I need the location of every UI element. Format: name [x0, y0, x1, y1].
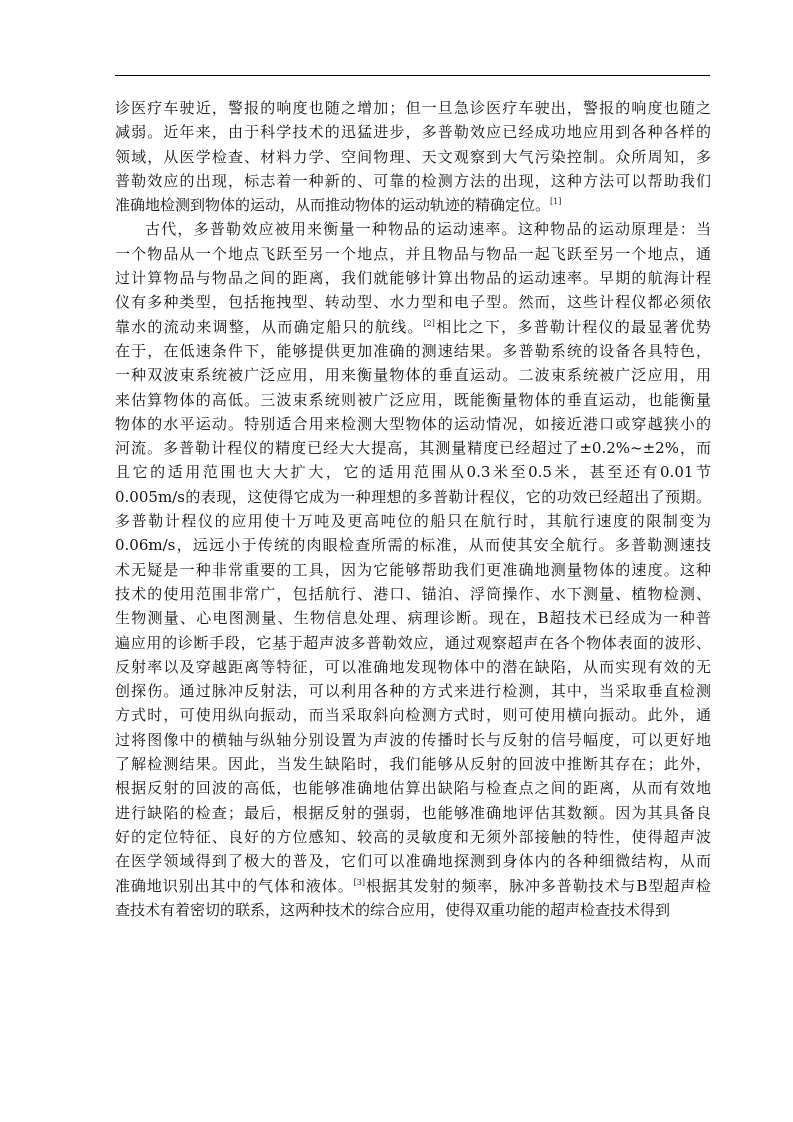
text-line: 河流。多普勒计程仪的精度已经大大提高，其测量精度已经超过了±0.2%~±2%，而 [115, 439, 711, 458]
text-segment: 准确地识别出其中的气体和液体。 [115, 876, 354, 895]
citation-ref: [2] [423, 318, 435, 328]
text-line: 0.005m/s的表现，这使得它成为一种理想的多普勒计程仪，它的功效已经超出了预期。 [115, 487, 711, 506]
text-line: 技术的使用范围非常广，包括航行、港口、锚泊、浮筒操作、水下测量、植物检测、 [115, 584, 711, 603]
text-line: 生物测量、心电图测量、生物信息处理、病理诊断。现在，B超技术已经成为一种普 [115, 609, 711, 628]
text-line: 遍应用的诊断手段，它基于超声波多普勒效应，通过观察超声在各个物体表面的波形、 [115, 633, 711, 652]
text-line: 0.06m/s，远远小于传统的肉眼检查所需的标准，从而使其安全航行。多普勒测速技 [115, 536, 711, 555]
text-line [115, 315, 711, 339]
text-line: 古代，多普勒效应被用来衡量一种物品的运动速率。这种物品的运动原理是：当 [145, 220, 711, 239]
text-line: 领域，从医学检查、材料力学、空间物理、天文观察到大气污染控制。众所周知，多 [115, 147, 711, 166]
text-line: 多普勒计程仪的应用使十万吨及更高吨位的船只在航行时，其航行速度的限制变为 [115, 512, 711, 531]
text-line: 查技术有着密切的联系，这两种技术的综合应用，使得双重功能的超声检查技术得到 [115, 900, 671, 919]
citation-ref: [1] [550, 197, 562, 207]
text-line: 方式时，可使用纵向振动，而当采取斜向检测方式时，则可使用横向振动。此外，通 [115, 706, 711, 725]
text-line: 普勒效应的出现，标志着一种新的、可靠的检测方法的出现，这种方法可以帮助我们 [115, 171, 711, 190]
text-line: 来估算物体的高低。三波束系统则被广泛应用，既能衡量物体的垂直运动，也能衡量 [115, 390, 711, 409]
text-line: 物体的水平运动。特别适合用来检测大型物体的运动情况，如接近港口或穿越狭小的 [115, 414, 711, 433]
text-segment: 根据其发射的频率，脉冲多普勒技术与B型超声检 [364, 876, 711, 895]
text-segment: 准确地检测到物体的运动，从而推动物体的运动轨迹的精确定位。 [115, 196, 551, 215]
text-line: 过计算物品与物品之间的距离，我们就能够计算出物品的运动速率。早期的航海计程 [115, 269, 711, 288]
text-line: 在于，在低速条件下，能够提供更加准确的测速结果。多普勒系统的设备各具特色， [115, 341, 711, 360]
text-line: 诊医疗车驶近，警报的响度也随之增加；但一旦急诊医疗车驶出，警报的响度也随之 [115, 99, 711, 117]
text-line: 反射率以及穿越距离等特征，可以准确地发现物体中的潜在缺陷，从而实现有效的无 [115, 657, 711, 676]
paragraph [115, 217, 711, 922]
text-segment: 相比之下，多普勒计程仪的最显著优势 [434, 317, 711, 336]
text-line: 根据反射的回波的高低，也能够准确地估算出缺陷与检查点之间的距离，从而有效地 [115, 779, 711, 798]
text-line: 好的定位特征、良好的方位感知、较高的灵敏度和无须外部接触的特性，使得超声波 [115, 827, 711, 846]
text-line: 术无疑是一种非常重要的工具，因为它能够帮助我们更准确地测量物体的速度。这种 [115, 560, 711, 579]
text-line: 且它的适用范围也大大扩大，它的适用范围从0.3米至0.5米，甚至还有0.01节 [115, 463, 711, 482]
text-line: 一种双波束系统被广泛应用，用来衡量物体的垂直运动。二波束系统被广泛应用，用 [115, 366, 711, 385]
text-segment: 靠水的流动来调整，从而确定船只的航线。 [115, 317, 424, 336]
header-rule [115, 75, 710, 76]
text-line: 减弱。近年来，由于科学技术的迅猛进步，多普勒效应已经成功地应用到各种各样的 [115, 123, 711, 142]
citation-ref: [3] [353, 877, 365, 887]
text-line: 一个物品从一个地点飞跃至另一个地点，并且物品与物品一起飞跃至另一个地点，通 [115, 244, 711, 263]
text-line: 了解检测结果。因此，当发生缺陷时，我们能够从反射的回波中推断其存在；此外， [115, 755, 711, 774]
text-line: 进行缺陷的检查；最后，根据反射的强弱，也能够准确地评估其数额。因为其具备良 [115, 803, 711, 822]
text-line: 创探伤。通过脉冲反射法，可以利用各种的方式来进行检测，其中，当采取垂直检测 [115, 682, 711, 701]
body-text [115, 96, 711, 922]
text-line [115, 874, 711, 898]
text-line: 仪有多种类型，包括拖拽型、转动型、水力型和电子型。然而，这些计程仪都必须依 [115, 293, 711, 312]
text-line: 过将图像中的横轴与纵轴分别设置为声波的传播时长与反射的信号幅度，可以更好地 [115, 730, 711, 749]
text-line [115, 193, 711, 217]
paragraph [115, 96, 711, 217]
text-line: 在医学领域得到了极大的普及，它们可以准确地探测到身体内的各种细微结构，从而 [115, 852, 711, 871]
